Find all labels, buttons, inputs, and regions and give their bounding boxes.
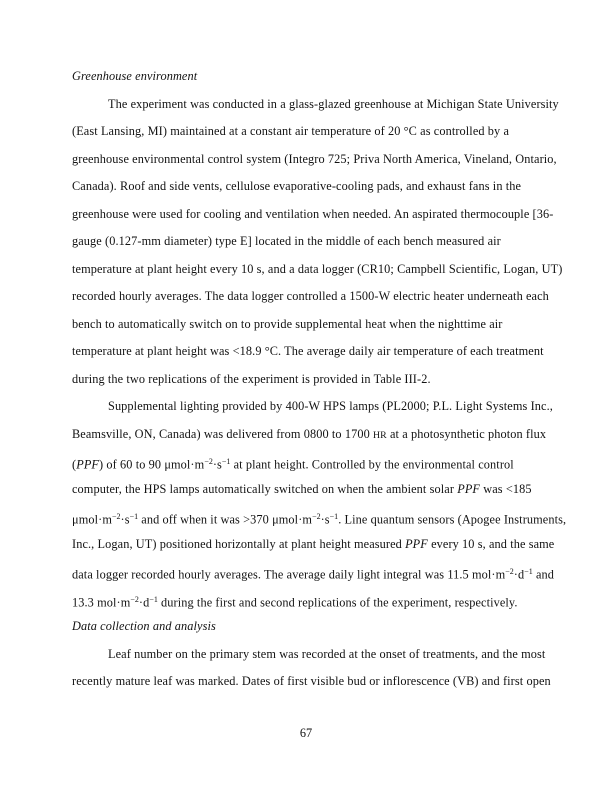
text-segment: Supplemental lighting provided by 400-W HPS lamps (PL2000; P.L. Light Systems Inc., [108,399,553,413]
text-segment: data logger recorded hourly averages. The average daily light integral was 11.5 mol·m [72,567,506,582]
text-line [72,393,554,421]
page-number: 67 [299,726,313,740]
text-line [72,228,554,256]
text-segment: −1 [524,567,533,576]
text-segment: PPF [76,457,100,472]
text-segment: temperature at plant height every 10 s, and a data logger (CR10; Campbell Scientific, Logan, UT) [72,261,563,276]
section-heading [72,63,554,91]
text-segment: at plant height. Controlled by the environmental control [230,457,514,472]
text-line [72,146,557,174]
text-segment: (East Lansing, MI) maintained at a constant air temperature of 20 °C as controlled by a [72,124,510,138]
text-segment: during the two replications of the experiment is provided in Table III-2. [72,371,431,386]
text-segment: μmol·m [72,512,112,527]
text-line [72,201,554,229]
text-segment: greenhouse were used for cooling and ventilation when needed. An aspirated thermocouple [36- [72,206,554,221]
page-footer [0,726,612,740]
text-segment: ·d [513,567,525,582]
text-line [72,503,567,531]
text-segment: greenhouse environmental control system (Integro 725; Priva North America, Vineland, Ontario, [72,151,557,166]
text-segment: gauge (0.127-mm diameter) type E] located in the middle of each bench measured air [72,234,501,248]
text-line [72,173,554,201]
text-line [72,668,554,696]
text-segment: PPF [457,481,481,496]
text-line [72,641,554,669]
text-segment: bench to automatically switch on to provide supplemental heat when the nighttime air [72,316,503,331]
text-segment: ·s [320,512,330,527]
text-line [72,338,554,366]
text-segment: 13.3 mol·m [72,595,131,609]
text-segment: HR [373,429,387,441]
text-line [72,118,554,146]
text-line [72,586,554,614]
text-line [72,558,554,586]
text-segment: Inc., Logan, UT) positioned horizontally at plant height measured [72,536,406,551]
text-segment: Greenhouse environment [72,69,198,83]
text-line [72,311,554,339]
text-line [72,366,554,394]
text-segment: ·s [212,457,222,472]
text-segment: during the first and second replications of the experiment, respectively. [157,595,518,609]
text-segment: recently mature leaf was marked. Dates of first visible bud or inflorescence (VB) and first open [72,674,551,688]
text-segment: −2 [312,512,321,521]
text-segment: −2 [111,512,121,521]
text-line [72,531,554,559]
text-segment: Canada). Roof and side vents, cellulose evaporative-cooling pads, and exhaust fans in the [72,179,522,193]
text-segment: −2 [505,567,514,576]
text-segment: ·s [120,512,130,527]
text-segment: temperature at plant height was <18.9 °C. The average daily air temperature of each treatment [72,344,544,358]
text-segment: Beamsville, ON, Canada) was delivered from 0800 to 1700 [72,426,373,441]
text-segment: ( [72,457,77,472]
text-segment: −2 [204,457,213,466]
text-line [72,283,554,311]
text-segment: . Line quantum sensors (Apogee Instruments, [338,512,567,527]
text-segment: ·d [138,595,150,609]
text-segment: at a photosynthetic photon flux [386,426,547,441]
text-segment: Data collection and analysis [72,619,216,633]
text-line [72,448,554,476]
text-segment: −1 [329,512,339,521]
text-segment: Leaf number on the primary stem was recorded at the onset of treatments, and the most [108,646,546,661]
text-segment: −1 [129,512,139,521]
text-segment: computer, the HPS lamps automatically switched on when the ambient solar [72,481,458,496]
text-line [72,256,563,284]
text-segment: was <185 [480,481,532,496]
text-segment: and off when it was >370 μmol·m [138,512,313,527]
text-segment: The experiment was conducted in a glass-glazed greenhouse at Michigan State University [108,96,559,111]
text-segment: recorded hourly averages. The data logger controlled a 1500-W electric heater underneath each [72,289,549,303]
text-segment: −1 [221,457,231,466]
text-line [72,421,554,449]
text-segment: −1 [149,594,158,604]
text-line [72,476,554,504]
text-segment: and [532,567,554,582]
text-segment: every 10 s, and the same [427,536,555,551]
text-segment: −2 [130,594,139,604]
document-body [72,63,567,696]
text-segment: ) of 60 to 90 μmol·m [99,457,205,472]
text-line [72,91,559,119]
text-segment: PPF [405,536,428,551]
section-heading [72,613,554,641]
